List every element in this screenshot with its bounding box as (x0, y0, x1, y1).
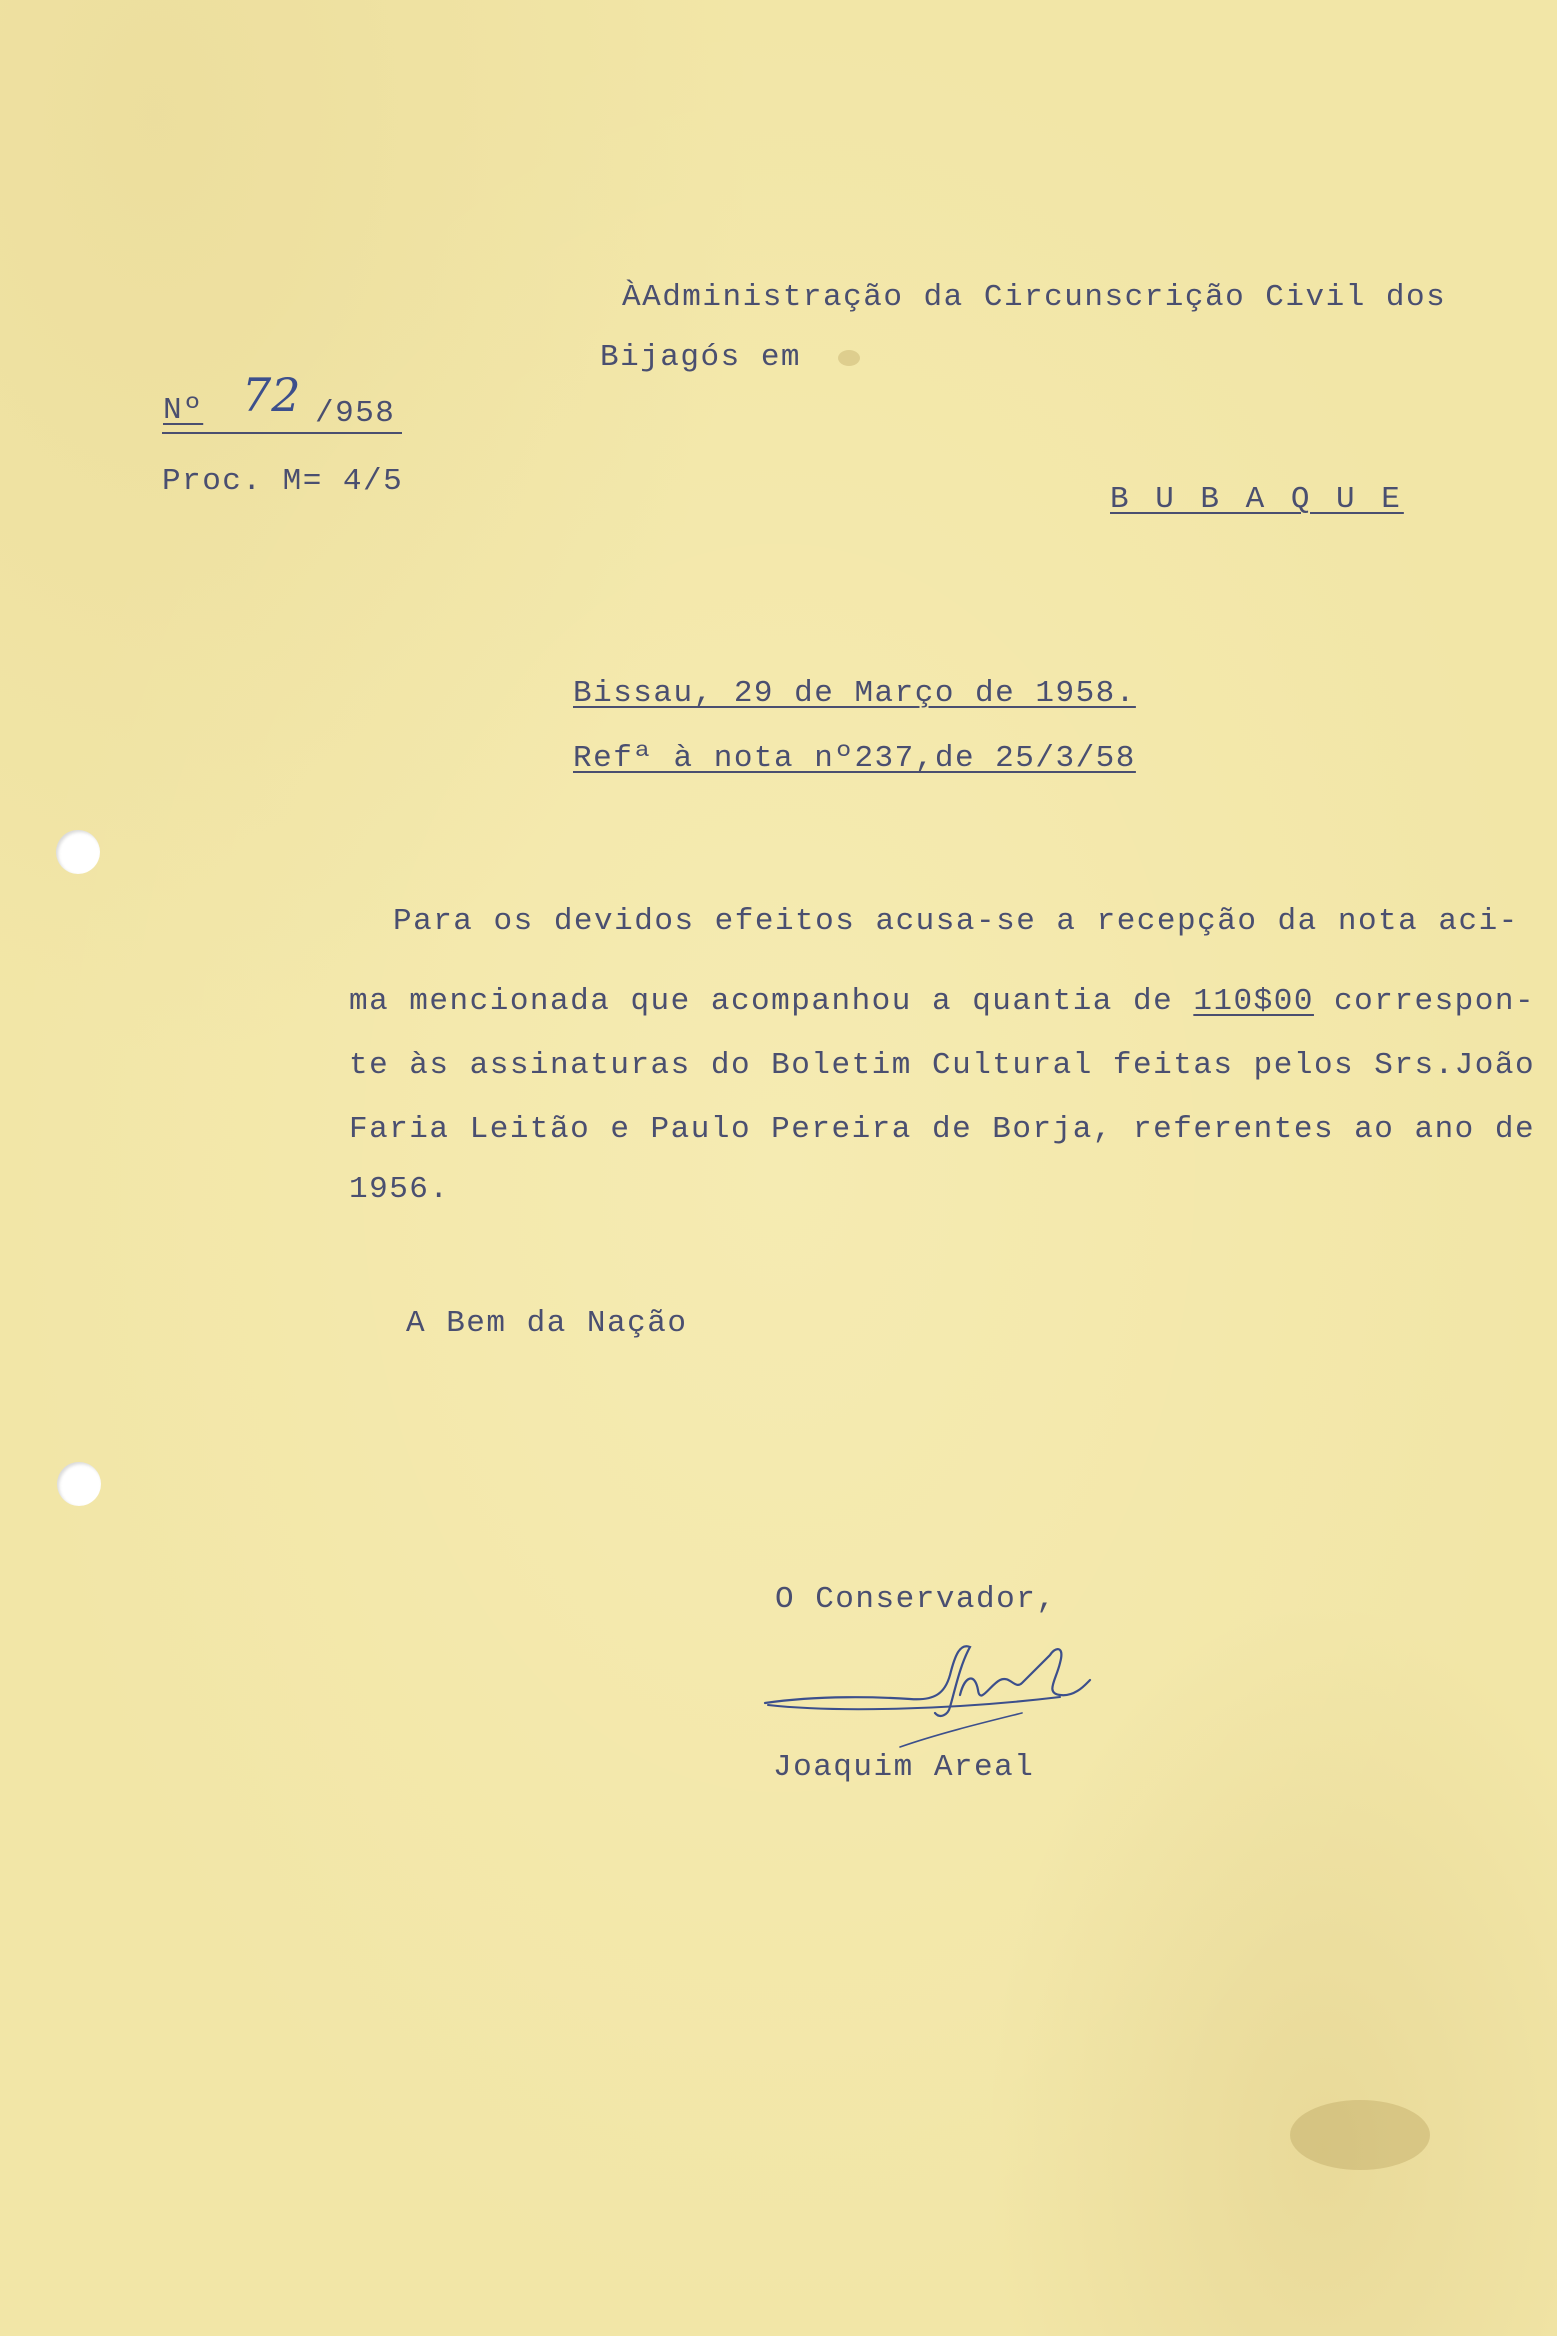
closing-salutation: A Bem da Nação (406, 1306, 688, 1341)
punch-hole-top (56, 830, 100, 874)
addressee-line-2: Bijagós em (600, 340, 802, 375)
addressee-line-1: ÀAdministração da Circunscrição Civil dos (622, 280, 1447, 315)
number-underline (162, 432, 402, 434)
signatory-title: O Conservador, (775, 1582, 1057, 1617)
letter-date: Bissau, 29 de Março de 1958. (573, 676, 1136, 711)
body-line-3: te às assinaturas do Boletim Cultural feitas pelos Srs.João (349, 1048, 1536, 1083)
number-suffix: /958 (315, 396, 396, 431)
signatory-name: Joaquim Areal (773, 1750, 1035, 1785)
process-number: Proc. M= 4/5 (162, 464, 404, 499)
paper-spot (838, 350, 860, 366)
paper-stain (1290, 2100, 1430, 2170)
number-prefix: Nº (163, 393, 204, 428)
body-line-1: Para os devidos efeitos acusa-se a recepção da nota aci- (393, 904, 1519, 939)
reference-note: Refª à nota nº237,de 25/3/58 (573, 741, 1136, 776)
body-line-2 (349, 986, 1535, 1017)
number-handwritten: 72 (242, 368, 301, 422)
body-line-5: 1956. (349, 1172, 450, 1207)
body-line-4: Faria Leitão e Paulo Pereira de Borja, referentes ao ano de (349, 1112, 1536, 1147)
punch-hole-bottom (57, 1462, 101, 1506)
amount: 110$00 (1193, 984, 1314, 1019)
handwritten-signature (760, 1635, 1100, 1760)
body-line-2-text: ma mencionada que acompanhou a quantia de (349, 984, 1194, 1019)
body-line-2-tail: correspon- (1313, 984, 1536, 1019)
addressee-place: B U B A Q U E (1110, 482, 1404, 517)
